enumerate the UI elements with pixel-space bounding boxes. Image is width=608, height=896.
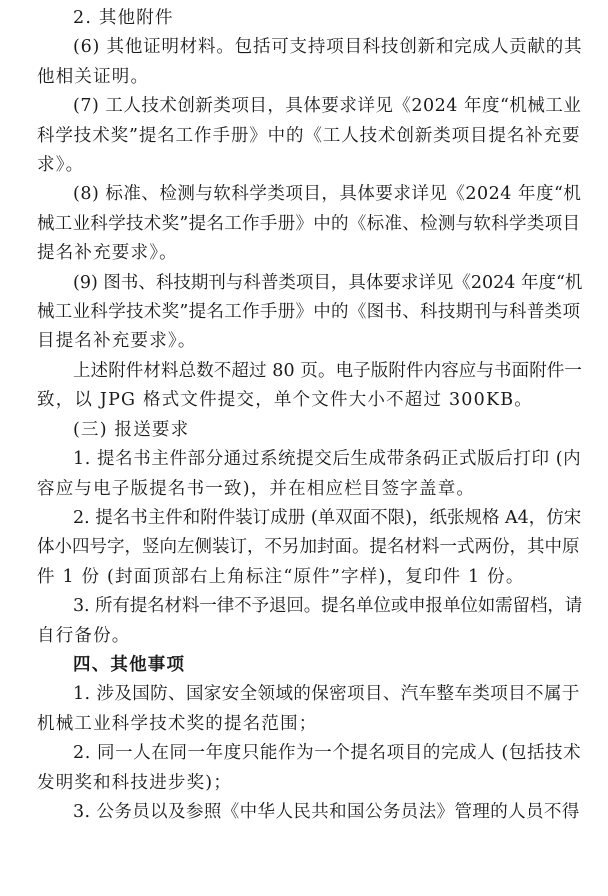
text-line: 提名补充要求》。 xyxy=(37,243,178,264)
text-line: (三) 报送要求 xyxy=(73,419,190,440)
text-line: (7) 工人技术创新类项目，具体要求详见《2024 年度“机械工业 xyxy=(73,96,582,117)
text-line: 2. 提名书主件和附件装订成册 (单双面不限)，纸张规格 A4，仿宋 xyxy=(73,507,582,528)
text-line: 致，以 JPG 格式文件提交，单个文件大小不超过 300KB。 xyxy=(37,390,533,411)
text-line: 容应与电子版提名书一致)，并在相应栏目签字盖章。 xyxy=(37,478,476,499)
text-line: 机械工业科学技术奖的提名范围； xyxy=(37,713,318,734)
text-line: 械工业科学技术奖”提名工作手册》中的《标准、检测与软科学类项目 xyxy=(37,213,581,234)
text-line: 械工业科学技术奖”提名工作手册》中的《图书、科技期刊与科普类项 xyxy=(37,302,581,323)
text-line: 2. 同一人在同一年度只能作为一个提名项目的完成人 (包括技术 xyxy=(73,743,582,764)
text-line: 体小四号字，竖向左侧装订，不另加封面。提名材料一式两份，其中原 xyxy=(37,537,580,558)
text-line: 件 1 份 (封面顶部右上角标注“原件”字样)，复印件 1 份。 xyxy=(37,566,525,587)
text-line: 3. 公务员以及参照《中华人民共和国公务员法》管理的人员不得 xyxy=(73,801,580,822)
section-heading: 四、其他事项 xyxy=(73,654,186,675)
text-line: 发明奖和科技进步奖)； xyxy=(37,772,233,793)
text-line: 目提名补充要求》。 xyxy=(37,331,197,352)
text-line: 1. 提名书主件部分通过系统提交后生成带条码正式版后打印 (内 xyxy=(73,449,582,470)
text-line: 自行备份。 xyxy=(37,625,131,646)
text-line: 科学技术奖”提名工作手册》中的《工人技术创新类项目提名补充要 xyxy=(37,125,581,146)
text-line: (9) 图书、科技期刊与科普类项目，具体要求详见《2024 年度“机 xyxy=(73,272,583,293)
text-line: 3. 所有提名材料一律不予退回。提名单位或申报单位如需留档，请 xyxy=(73,596,583,617)
text-line: (6) 其他证明材料。包括可支持项目科技创新和完成人贡献的其 xyxy=(73,37,583,58)
text-line: 2. 其他附件 xyxy=(73,8,174,28)
text-line: 他相关证明。 xyxy=(37,66,150,87)
text-line: 求》。 xyxy=(37,155,85,176)
text-line: 1. 涉及国防、国家安全领域的保密项目、汽车整车类项目不属于 xyxy=(73,684,580,705)
text-line: 上述附件材料总数不超过 80 页。电子版附件内容应与书面附件一 xyxy=(73,360,582,381)
text-line: (8) 标准、检测与软科学类项目，具体要求详见《2024 年度“机 xyxy=(73,184,582,205)
